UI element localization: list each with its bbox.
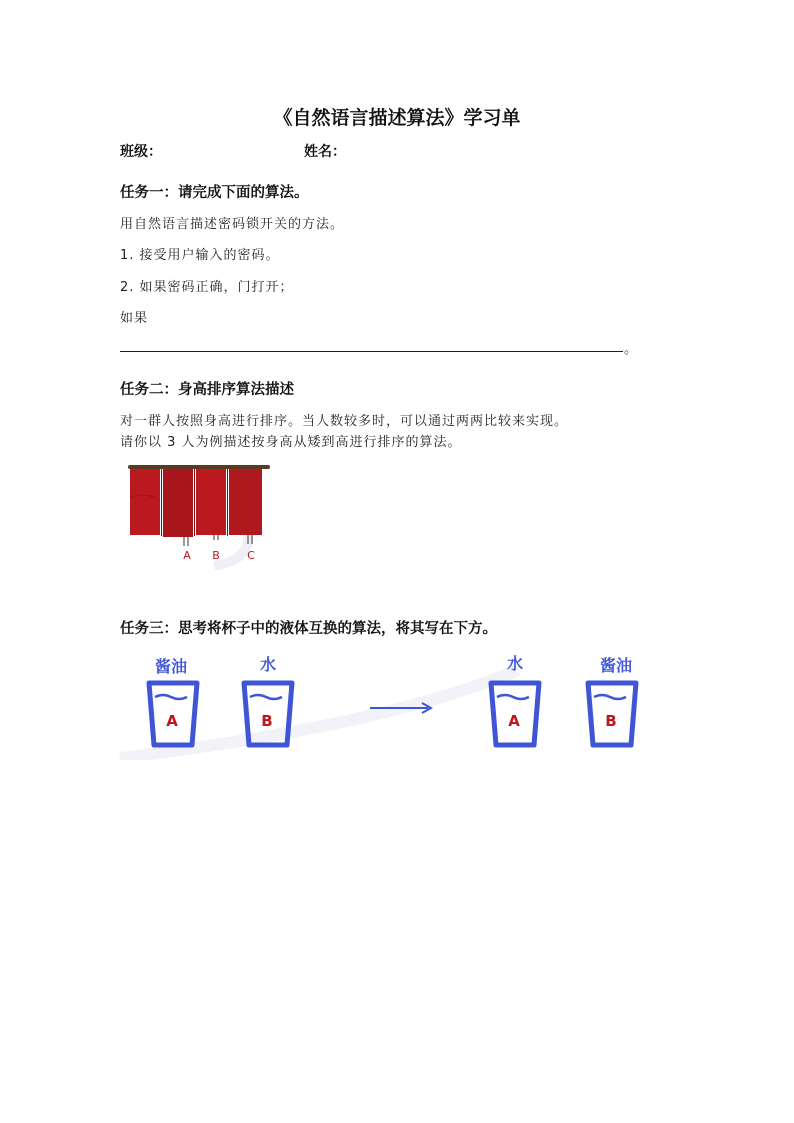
liquid-label-after-a: 水	[506, 654, 524, 673]
task1-step2: 2. 如果密码正确，门打开；	[120, 280, 294, 295]
cup-letter-after-a: A	[508, 712, 520, 730]
cup-after-a	[491, 654, 539, 745]
cup-letter-before-a: A	[166, 712, 178, 730]
answer-line	[120, 351, 623, 352]
liquid-label-after-b: 酱油	[599, 656, 633, 675]
task2-heading: 任务二：身高排序算法描述	[120, 382, 294, 398]
curtain-panels	[130, 469, 262, 537]
class-label: 班级：	[120, 144, 162, 160]
cup-swap-illustration	[118, 650, 658, 760]
liquid-label-before-a: 酱油	[154, 657, 188, 676]
curtain-rod	[128, 465, 270, 469]
cup-after-b	[588, 656, 636, 745]
task2-line1: 对一群人按照身高进行排序。当人数较多时，可以通过两两比较来实现。	[120, 414, 569, 429]
person-label-c: C	[247, 549, 255, 562]
name-label: 姓名：	[304, 144, 346, 160]
task3-heading: 任务三：思考将杯子中的液体互换的算法，将其写在下方。	[120, 621, 497, 637]
liquid-label-before-b: 水	[259, 655, 277, 674]
curtain-illustration	[124, 458, 274, 573]
answer-period: 。	[624, 342, 638, 357]
person-label-b: B	[212, 549, 220, 562]
task1-step1: 1. 接受用户输入的密码。	[120, 248, 280, 263]
task1-step3: 如果	[120, 311, 149, 326]
page-title: 《自然语言描述算法》学习单	[273, 107, 521, 129]
task2-line2: 请你以 3 人为例描述按身高从矮到高进行排序的算法。	[120, 435, 462, 450]
cup-letter-after-b: B	[605, 712, 617, 730]
task1-heading: 任务一：请完成下面的算法。	[120, 185, 309, 201]
person-label-a: A	[183, 549, 191, 562]
cup-letter-before-b: B	[261, 712, 273, 730]
cup-before-a	[149, 657, 197, 745]
people-legs	[184, 535, 252, 546]
task1-intro: 用自然语言描述密码锁开关的方法。	[120, 217, 345, 232]
